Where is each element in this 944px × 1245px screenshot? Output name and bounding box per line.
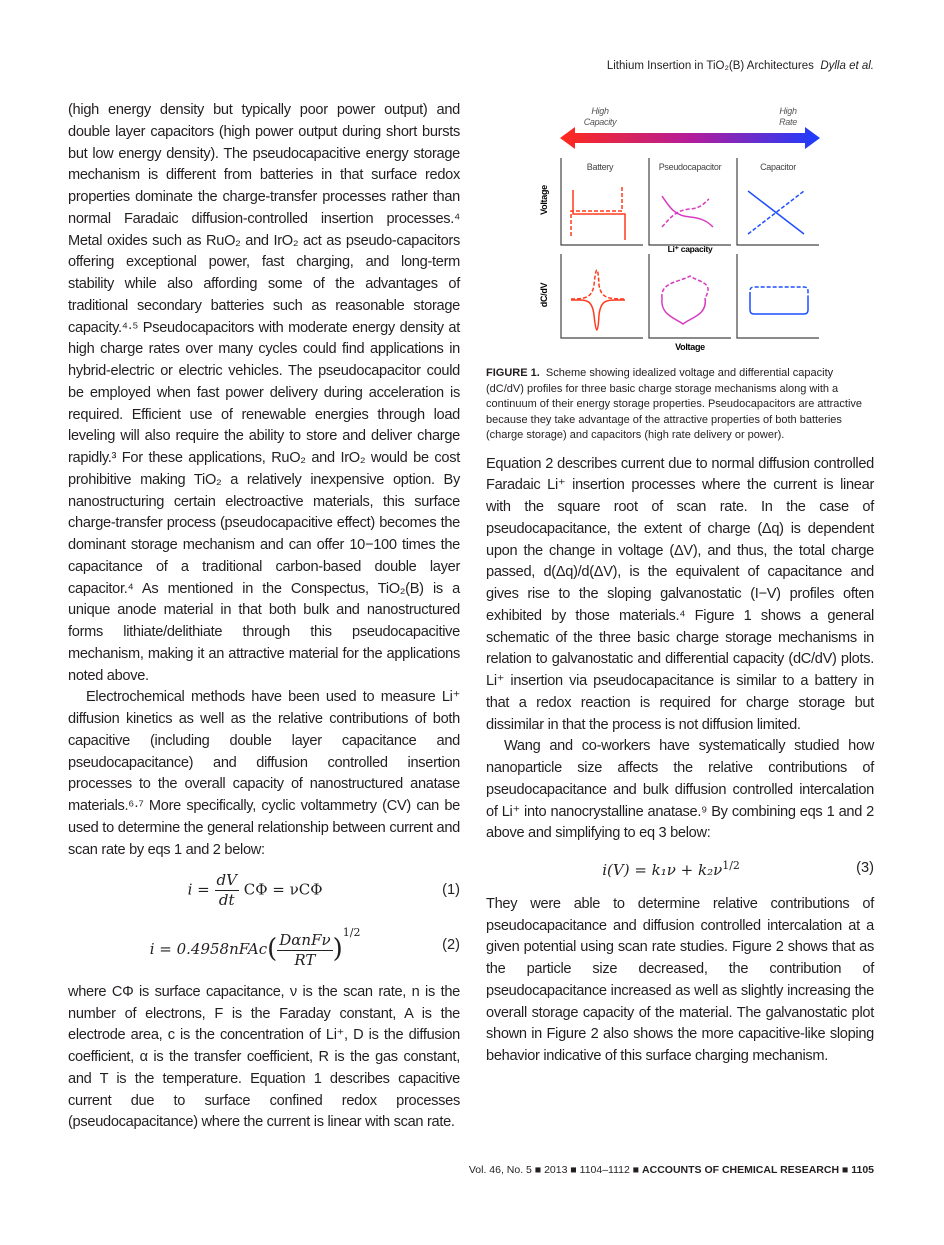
two-column-body — [68, 100, 874, 1134]
header-authors: Dylla et al. — [820, 60, 874, 72]
footer-year: 2013 — [544, 1164, 568, 1176]
equation-3 — [486, 855, 856, 882]
equation-1-row — [68, 871, 460, 910]
figure-1 — [530, 100, 840, 352]
panel-title-battery: Battery — [586, 162, 614, 172]
eq1-den: dt — [218, 891, 235, 910]
pseudo-dcdv-discharge — [662, 276, 708, 298]
paragraph: Electrochemical methods have been used to measure Li⁺ diffusion kinetics as well as the relative contributions of both capacitive (including double layer capacitance and pseudocapacitance) and diffusion controlled insertion processes to the overall capacity of nanostructured anatase materials.⁶·⁷ More specifically, cyclic voltammetry (CV) can be used to determine the general relationship between current and scan rate by eqs 1 and 2 below: — [68, 689, 460, 858]
eq3-exponent: 1/2 — [722, 859, 740, 872]
eq2-lhs: i = 0.4958nFAc — [149, 940, 268, 959]
x-axis-label-capacity: Li⁺ capacity — [667, 244, 713, 254]
left-column-text — [68, 100, 460, 1134]
high-rate-label: Rate — [779, 117, 797, 127]
eq2-num: DαnFν — [279, 930, 331, 949]
paragraph: Equation 2 describes current due to normal diffusion controlled Faradaic Li⁺ insertion processes where the current is linear with the square root of scan rate. In the case of pseudocapacitance, the extent of charge (Δq) is dependent upon the change in voltage (ΔV), and thus, the total charge passed, d(Δq)/d(ΔV), is the equivalent of capacitance and gives rise to the sloping galvanostatic (I−V) profiles often exhibited by those materials.⁴ Figure 1 shows a general schematic of the three basic charge storage mechanisms in relation to galvanostatic and differential capacity (dC/dV) plots. Li⁺ insertion via pseudocapacitance is similar to a battery in that a redox reaction is required for charge storage but dissimilar in that the process is not diffusion limited. — [486, 455, 874, 733]
running-header — [68, 60, 874, 100]
footer-journal: ACCOUNTS OF CHEMICAL RESEARCH — [642, 1164, 840, 1176]
equation-3-row — [486, 855, 874, 882]
right-column-text — [486, 100, 874, 1068]
caption-label: FIGURE 1. — [486, 367, 540, 379]
eq2-den: RT — [294, 950, 316, 969]
eq1-fraction — [215, 871, 239, 910]
eq1-num: dV — [216, 871, 237, 890]
x-axis-label-voltage: Voltage — [675, 342, 705, 352]
y-axis-label-voltage: Voltage — [539, 185, 549, 215]
equation-number: (1) — [442, 881, 460, 898]
equation-2: i = 0.4958nFAc( $\frac{\text{DαnFν}}{RT}$ )$^{1/2}$ — [149, 926, 361, 969]
high-capacity-label: High — [591, 106, 609, 116]
paragraph: Wang and co-workers have systematically studied how nanoparticle size affects the relative contributions of pseudocapacitance and bulk diffusion controlled intercalation of Li⁺ into nanocrystalline anatase.⁹ By combining eqs 1 and 2 above and simplifying to eq 3 below: — [486, 738, 874, 842]
capacitor-dcdv-charge — [750, 296, 808, 314]
paragraph: (high energy density but typically poor power output) and double layer capacitors (high power output during short bursts but low energy density). The pseudocapacitive energy storage mechanism is different from batteries in that surface redox properties dominate the charge-transfer processes rather than normal Faradaic diffusion-controlled insertion processes.⁴ Metal oxides such as RuO₂ and IrO₂ act as pseudo-capacitors offering exceptional power, fast charging, and long-term stability while also affording some of the advantages of traditional secondary batteries such as reasonable storage capacity.⁴·⁵ Pseudocapacitors with moderate energy density at high charge rates over many cycles could find applications in hybrid-electric or electric vehicles. The pseudocapacitor could be employed when fast power delivery during acceleration is required. Efficient use of renewable energies through load leveling will also require the ability to store and deliver charge rapidly.³ For these applications, RuO₂ and IrO₂ would be cost prohibitive making TiO₂ a relatively inexpensive option. By nanostructuring certain electroactive materials, this surface charge-transfer process (pseudocapacitive effect) becomes the dominant storage mechanism and can offer 10−100 times the capacitance of a traditional carbon-based double layer capacitor.⁴ As mentioned in the Conspectus, TiO₂(B) is a unique anode material in that both bulk and nanostructured forms lithiate/delithiate through this pseudocapacitive mechanism, making it an attractive material for the applications noted above. — [68, 102, 460, 684]
equation-number: (3) — [856, 859, 874, 876]
paragraph: where CΦ is surface capacitance, ν is the scan rate, n is the number of electrons, F is the Faraday constant, A is the electrode area, c is the concentration of Li⁺, D is the diffusion coefficient, α is the transfer coefficient, R is the gas constant, and T is the temperature. Equation 1 describes capacitive current due to surface confined redox processes (pseudocapacitance) where the current is linear with scan rate. — [68, 983, 460, 1131]
battery-dcdv-discharge — [571, 270, 625, 299]
pseudo-discharge-curve — [662, 199, 709, 227]
high-capacity-label: Capacity — [583, 117, 617, 127]
battery-discharge-curve — [571, 186, 622, 236]
equation-1 — [68, 871, 442, 910]
capacitor-dcdv-discharge — [750, 287, 808, 296]
pseudo-charge-curve — [662, 196, 713, 227]
eq1-rhs: CΦ = νCΦ — [243, 880, 323, 899]
figure-caption — [486, 366, 874, 444]
equation-2-row — [68, 922, 460, 970]
page-footer: Vol. 46, No. 5 ■ 2013 ■ 1104–1112 ■ ACCOUNTS OF CHEMICAL RESEARCH ■ 1105 — [468, 1164, 874, 1176]
panel-title-capacitor: Capacitor — [760, 162, 796, 172]
eq2-fraction — [277, 931, 332, 970]
battery-dcdv-charge — [571, 300, 625, 330]
footer-page-number: 1105 — [851, 1164, 874, 1176]
figure-1-wrap — [486, 100, 874, 352]
battery-charge-curve — [573, 190, 625, 240]
header-title: Lithium Insertion in TiO₂(B) Architectures — [606, 60, 814, 72]
footer-pages: 1104–1112 — [579, 1164, 630, 1176]
continuum-arrow — [560, 127, 820, 149]
high-rate-label: High — [779, 106, 797, 116]
panel-title-pseudocapacitor: Pseudocapacitor — [658, 162, 722, 172]
pseudo-dcdv-charge — [662, 298, 706, 324]
y-axis-label-dcdv: dC/dV — [539, 282, 549, 308]
eq2-exponent: 1/2 — [342, 926, 361, 940]
equation-number: (2) — [442, 937, 460, 954]
footer-volume: Vol. 46, No. 5 — [468, 1164, 532, 1176]
paragraph: They were able to determine relative contributions of pseudocapacitance and diffusion controlled intercalation at a given potential using scan rate studies. Figure 2 shows that as the particle size decreased, the contribution of pseudocapacitance increased as well as slightly increasing the overall storage capacity of the material. The galvanostatic plot shown in Figure 2 also shows the more capacitive-like sloping behavior indicative of this surface charging mechanism. — [486, 895, 874, 1064]
eq3-text: i(V) = k₁ν + k₂ν — [602, 861, 723, 879]
caption-text: Scheme showing idealized voltage and differential capacity (dC/dV) profiles for three basic charge storage mechanisms along with a continuum of their energy storage properties. Pseudocapacitors are attractive because they take advantage of the attractive properties of both batteries (charge storage) and capacitors (high rate delivery or power). — [486, 367, 863, 441]
eq1-lhs: i = — [187, 880, 210, 899]
